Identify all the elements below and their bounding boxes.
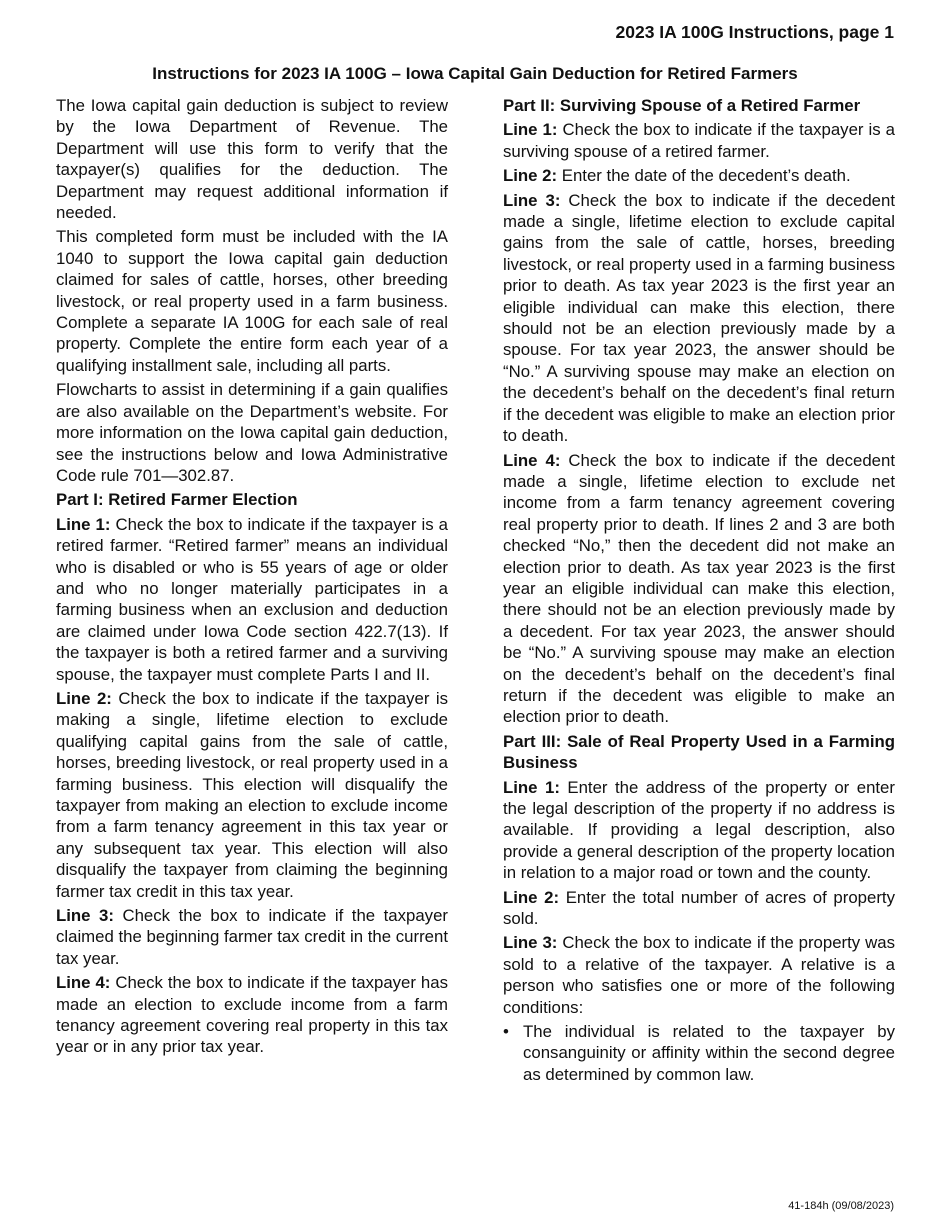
part2-line3 [503,190,895,447]
intro-paragraph-1: The Iowa capital gain deduction is subject to review by the Iowa Department of Revenue. The Department will use this form to verify that the taxpayer(s) qualifies for the deduction. The Department may request additional information if needed. [56,96,448,223]
line-label: Line 1: [56,514,111,534]
document-title: Instructions for 2023 IA 100G – Iowa Capital Gain Deduction for Retired Farmers [152,64,798,83]
list-item [503,1021,895,1085]
intro-paragraph-3: Flowcharts to assist in determining if a gain qualifies are also available on the Department’s website. For more information on the Iowa capital gain deduction, see the instructions below and Iowa Administrative Code rule 701—302.87. [56,380,448,485]
part2-line4 [503,450,895,728]
bullet-icon: • [503,1022,509,1042]
part3-line1 [503,777,895,884]
line-text: Enter the total number of acres of property sold. [503,887,895,929]
line-text: Check the box to indicate if the decedent made a single, lifetime election to exclude capital gains from the sale of cattle, horses, breeding livestock, or real property used in a farming business prior to death. As tax year 2023 is the first year an eligible individual can make this election, there should not be an election previously made by a spouse. For tax year 2023, the answer should be “No.” A surviving spouse may make an election on the decedent’s behalf on the decedent’s final return if the decedent was eligible to make an election prior to death. [503,190,895,446]
part1-heading: Part I: Retired Farmer Election [56,490,298,510]
page-header: 2023 IA 100G Instructions, page 1 [615,22,894,42]
line-text: Check the box to indicate if the decedent made a single, lifetime election to exclude net income from a farm tenancy agreement covering real property prior to death. If lines 2 and 3 are both checked “No,” then the decedent did not make an election prior to death. As tax year 2023 is the first year an eligible individual can make this election, there should not be an election previously made by a decedent. For tax year 2023, the answer should be “No.” A surviving spouse may make an election on the decedent’s behalf on the decedent’s final return if the decedent was eligible to make an election prior to death. [503,450,895,727]
part3-line3 [503,932,895,1018]
line-text: Enter the date of the decedent’s death. [557,166,851,186]
part1-line4 [56,972,448,1058]
part3-line2 [503,887,895,930]
form-number-footer: 41-184h (09/08/2023) [788,1200,894,1212]
line-label: Line 2: [503,166,558,186]
part2-line1 [503,119,895,162]
left-column [56,95,448,1061]
part2-line2 [503,165,895,186]
line-text: Enter the address of the property or enter the legal description of the property if no address is available. If providing a legal description, also provide a general description of the property location in relation to a major road or town and the county. [503,777,895,883]
line-label: Line 3: [503,190,561,210]
line-label: Line 2: [503,887,560,907]
line-label: Line 1: [503,777,560,797]
line-label: Line 4: [56,973,111,993]
line-label: Line 4: [503,450,561,470]
part1-line2 [56,688,448,902]
part3-heading: Part III: Sale of Real Property Used in a Farming Business [503,731,895,773]
line-text: Check the box to indicate if the taxpayer has made an election to exclude income from a farm tenancy agreement covering real property in this tax year or in any prior tax year. [56,973,448,1057]
line-text: Check the box to indicate if the property was sold to a relative of the taxpayer. A relative is a person who satisfies one or more of the following conditions: [503,933,895,1017]
intro-paragraph-2: This completed form must be included with the IA 1040 to support the Iowa capital gain deduction claimed for sales of cattle, horses, other breeding livestock, or real property used in a farm business. Complete a separate IA 100G for each sale of real property. Complete the entire form each year of a qualifying installment sale, including all parts. [56,227,448,375]
right-column [503,95,895,1085]
line-text: Check the box to indicate if the taxpayer is a retired farmer. “Retired farmer” means an individual who is disabled or who is 55 years of age or older and who no longer materially participates in a farming business when an exclusion and deduction are claimed under Iowa Code section 422.7(13). If the taxpayer is both a retired farmer and a surviving spouse, the taxpayer must complete Parts I and II. [56,514,448,684]
bullet-text: The individual is related to the taxpayer by consanguinity or affinity within the second degree as determined by common law. [523,1022,895,1084]
line-label: Line 3: [503,933,558,953]
part2-heading: Part II: Surviving Spouse of a Retired Farmer [503,96,861,115]
line-text: Check the box to indicate if the taxpayer is a surviving spouse of a retired farmer. [503,120,895,161]
part1-line1 [56,514,448,685]
line-label: Line 1: [503,120,558,140]
line-text: Check the box to indicate if the taxpayer is making a single, lifetime election to exclude qualifying capital gains from the sale of cattle, horses, breeding livestock, or real property used in a farming business. This election will disqualify the taxpayer from making an election to exclude income from a farm tenancy agreement in this tax year or any subsequent tax year. This election will also disqualify the taxpayer from claiming the beginning farmer tax credit in this tax year. [56,688,448,901]
line-label: Line 2: [56,688,112,708]
line-label: Line 3: [56,906,114,926]
line-text: Check the box to indicate if the taxpayer claimed the beginning farmer tax credit in the current tax year. [56,906,448,968]
part1-line3 [56,905,448,969]
